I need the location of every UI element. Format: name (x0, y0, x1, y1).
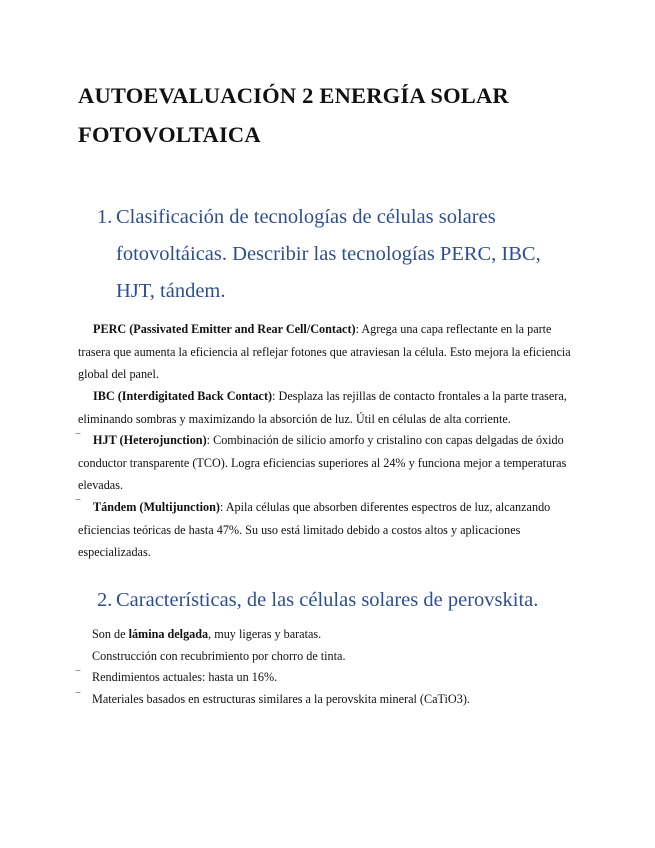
hjt-bullet-marker: ‾ (76, 432, 80, 446)
perovskite-item-efficiency: Rendimientos actuales: hasta un 16%. (92, 670, 278, 684)
thin-film-suffix: , muy ligeras y baratas. (208, 627, 322, 641)
ibc-paragraph (78, 385, 578, 430)
document-title: AUTOEVALUACIÓN 2 ENERGÍA SOLAR FOTOVOLTAICA (78, 83, 509, 147)
section-2-heading (97, 582, 617, 619)
tandem-paragraph (78, 496, 578, 564)
thin-film-prefix: Son de (92, 627, 129, 641)
ibc-term: IBC (Interdigitated Back Contact) (93, 389, 273, 403)
efficiency-bullet-marker: ‾ (76, 669, 80, 683)
hjt-term: HJT (Heterojunction) (93, 433, 207, 447)
materials-bullet-marker: ‾ (76, 691, 80, 705)
perovskite-item-inkjet: Construcción con recubrimiento por chorro de tinta. (92, 649, 346, 663)
section-1-number: 1. (97, 206, 113, 228)
tandem-text: : Apila células que absorben diferentes espectros de luz, alcanzando eficiencias teóricas de hasta 47%. Su uso está limitado debido a costos altos y aplicaciones especializadas. (78, 500, 551, 559)
tandem-bullet-marker: ‾ (76, 498, 80, 512)
perovskite-item-thin-film (92, 623, 321, 645)
ibc-text: : Desplaza las rejillas de contacto frontales a la parte trasera, eliminando sombras y maximizando la absorción de luz. Útil en células de alta corriente. (78, 389, 567, 426)
tandem-term: Tándem (Multijunction) (93, 500, 220, 514)
perovskite-item-materials: Materiales basados en estructuras similares a la perovskita mineral (CaTiO3). (92, 692, 470, 706)
section-2-number: 2. (97, 589, 113, 611)
hjt-paragraph (78, 429, 578, 497)
perc-text: : Agrega una capa reflectante en la parte trasera que aumenta la eficiencia al reflejar fotones que atraviesan la célula. Esto mejora la eficiencia global del panel. (78, 322, 571, 381)
perc-term: PERC (Passivated Emitter and Rear Cell/Contact) (93, 322, 356, 336)
hjt-text: : Combinación de silicio amorfo y cristalino con capas delgadas de óxido conductor transparente (TCO). Logra eficiencias superiores al 24% y funciona mejor a temperaturas elevadas. (78, 433, 567, 492)
thin-film-bold: lámina delgada (128, 627, 209, 641)
section-2-title: Características, de las células solares de perovskita. (116, 589, 539, 611)
section-1-heading (97, 199, 577, 311)
perc-paragraph (78, 318, 578, 386)
section-1-title: Clasificación de tecnologías de células solares fotovoltáicas. Describir las tecnologías PERC, IBC, HJT, tándem. (116, 206, 541, 302)
